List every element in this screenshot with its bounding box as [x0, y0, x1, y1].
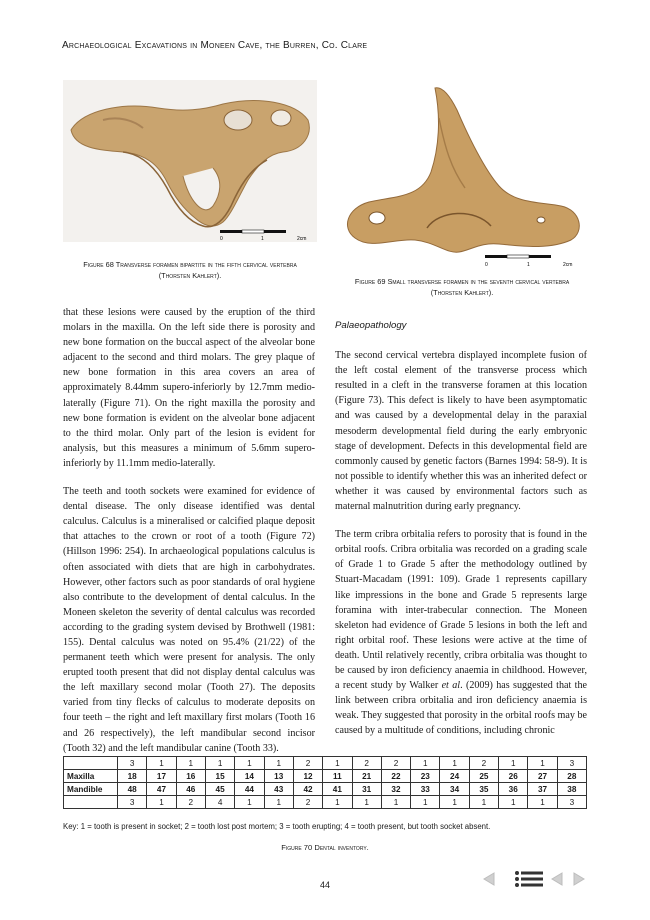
table-cell: 1	[323, 757, 352, 770]
right-paragraph-2-italic: et al	[441, 680, 461, 692]
table-cell: 1	[147, 757, 176, 770]
table-cell: 2	[293, 757, 322, 770]
table-cell: 11	[323, 770, 352, 783]
fig69-scale-2: 2cm	[563, 262, 573, 268]
table-cell: 41	[323, 783, 352, 796]
table-cell: 1	[235, 796, 264, 809]
dental-inventory-table	[63, 756, 587, 809]
fig68-scale-1: 1	[261, 236, 264, 242]
figure-68-photo	[63, 80, 317, 242]
figure-69-caption: Figure 69 Small transverse foramen in the seventh cervical vertebra (Thorsten Kahlert).	[354, 277, 570, 297]
row-label	[64, 796, 118, 809]
vertebra-c7-image	[335, 78, 587, 270]
table-cell: 4	[205, 796, 234, 809]
table-cell: 16	[176, 770, 205, 783]
table-cell: 46	[176, 783, 205, 796]
right-paragraph-1: The second cervical vertebra displayed incomplete fusion of the left costal element of the transverse process which resulted in a cleft in the transverse foramen at this location (Figure 73). This defect is likely to have been asymptomatic and was caused by a developmental delay in the paraxial mesoderm developmental field during the early embryonic stage of development. Defects in this developmental field are commonly caused by genetic factors (Barnes 1994: 58-9). It is not possible to identify whether this was an inherited defect or whether it was caused by environmental factors such as maternal malnutrition during early pregnancy.	[335, 350, 587, 513]
table-cell: 17	[147, 770, 176, 783]
table-cell: 14	[235, 770, 264, 783]
table-cell: 1	[176, 757, 205, 770]
table-cell: 22	[381, 770, 410, 783]
left-paragraph-1: that these lesions were caused by the eruption of the third molars in the maxilla. On the left side there is porosity and new bone formation on the buccal aspect of the alveolar bone adjacent to the second and third molars. The grey plaque of new bone formation in this area covers an area of approximately 8.44mm supero-inferiorly by 12.7mm medio-laterally (Figure 71). On the right maxilla the porosity and new bone formation is evident on the alveolar bone adjacent to the third molar. Only part of the lesion is evident for analysis, but this measures a minimum of 5.6mm supero-inferiorly by 11.1mm medio-laterally.	[63, 307, 315, 469]
table-cell: 47	[147, 783, 176, 796]
table-row	[64, 796, 587, 809]
fig69-scale-0: 0	[485, 262, 488, 268]
table-cell: 23	[411, 770, 440, 783]
table-cell: 31	[352, 783, 381, 796]
figure-70-caption: Figure 70 Dental inventory.	[281, 843, 369, 852]
next-arrow-icon[interactable]	[568, 870, 590, 888]
row-label: Maxilla	[64, 770, 118, 783]
table-cell: 43	[264, 783, 293, 796]
table-key: Key: 1 = tooth is present in socket; 2 = tooth lost post mortem; 3 = tooth erupting; 4 = tooth present, but tooth socket absent.	[63, 822, 491, 831]
table-cell: 2	[176, 796, 205, 809]
table-cell: 1	[205, 757, 234, 770]
table-cell: 32	[381, 783, 410, 796]
table-cell: 1	[323, 796, 352, 809]
table-cell: 26	[499, 770, 528, 783]
right-paragraph-2-start: The term cribra orbitalia refers to porosity that is found in the orbital roofs. Cribra orbitalia was recorded on a grading scale of Grade 1 to Grade 5 after the methodology outlined by Stuart-Macadam (1991: 109). Grade 1 represents capillary like impressions in the bone and Grade 5 represents large foramina with inter-trabecular connection. The Moneen skeleton had evidence of Grade 5 lesions in both the left and right orbital roof. These lesions were active at the time of death. Until relatively recently, cribra orbitalia was thought to be caused by iron deficiency anaemia in childhood. However, a recent study by Walker	[335, 529, 587, 692]
prev-arrow-icon[interactable]	[478, 870, 500, 888]
table-cell: 3	[557, 757, 586, 770]
table-cell: 45	[205, 783, 234, 796]
table-cell: 3	[557, 796, 586, 809]
table-cell: 36	[499, 783, 528, 796]
back-arrow-icon[interactable]	[546, 870, 568, 888]
table-cell: 3	[118, 796, 147, 809]
right-text-column	[335, 318, 587, 751]
left-text-column	[63, 305, 315, 769]
table-cell: 35	[469, 783, 498, 796]
table-cell: 1	[147, 796, 176, 809]
row-label	[64, 757, 118, 770]
fig68-scale-2: 2cm	[297, 236, 307, 242]
table-cell: 15	[205, 770, 234, 783]
table-cell: 48	[118, 783, 147, 796]
table-cell: 38	[557, 783, 586, 796]
table-cell: 1	[411, 757, 440, 770]
table-cell: 2	[352, 757, 381, 770]
table-cell: 27	[528, 770, 557, 783]
table-cell: 1	[440, 757, 469, 770]
right-paragraph-2	[335, 527, 587, 738]
table-cell: 1	[264, 757, 293, 770]
vertebra-c5-image	[63, 80, 317, 242]
table-cell: 37	[528, 783, 557, 796]
table-cell: 1	[352, 796, 381, 809]
table-cell: 25	[469, 770, 498, 783]
row-label: Mandible	[64, 783, 118, 796]
page-number: 44	[319, 880, 330, 890]
table-cell: 1	[528, 757, 557, 770]
table-cell: 18	[118, 770, 147, 783]
table-row	[64, 757, 587, 770]
figure-69-photo	[335, 78, 587, 270]
table-cell: 1	[469, 796, 498, 809]
fig68-scale-0: 0	[220, 236, 223, 242]
nav-controls	[478, 870, 590, 888]
running-header: Archaeological Excavations in Moneen Cave, the Burren, Co. Clare	[62, 40, 368, 51]
right-paragraph-2-end: . (2009) has suggested that the link between cribra orbitalia and iron deficiency anaemia is weak. They suggested that porosity in the orbital roofs may be caused by a multitude of conditions, including chronic	[335, 680, 587, 737]
table-cell: 2	[293, 796, 322, 809]
table-cell: 1	[528, 796, 557, 809]
table-row	[64, 783, 587, 796]
table-cell: 1	[264, 796, 293, 809]
table-cell: 21	[352, 770, 381, 783]
table-cell: 42	[293, 783, 322, 796]
table-cell: 2	[381, 757, 410, 770]
table-cell: 24	[440, 770, 469, 783]
table-cell: 34	[440, 783, 469, 796]
menu-list-icon[interactable]	[512, 870, 546, 888]
figure-68-caption: Figure 68 Transverse foramen bipartite in the fifth cervical vertebra (Thorsten Kahlert).	[83, 260, 297, 280]
section-subheading: Palaeopathology	[335, 320, 407, 331]
table-cell: 33	[411, 783, 440, 796]
table-cell: 1	[381, 796, 410, 809]
table-row	[64, 770, 587, 783]
table-cell: 13	[264, 770, 293, 783]
table-cell: 1	[499, 757, 528, 770]
table-cell: 12	[293, 770, 322, 783]
table-cell: 1	[411, 796, 440, 809]
table-cell: 2	[469, 757, 498, 770]
fig69-scale-1: 1	[527, 262, 530, 268]
table-cell: 1	[499, 796, 528, 809]
table-cell: 1	[440, 796, 469, 809]
table-cell: 44	[235, 783, 264, 796]
table-cell: 3	[118, 757, 147, 770]
left-paragraph-2: The teeth and tooth sockets were examined for evidence of dental disease. The only disease identified was dental calculus. Calculus is a mineralised or calcified plaque deposit that attaches to the crown or root of a tooth (Figure 72) (Hillson 1996: 254). In archaeological populations calculus is often associated with diets that are high in carbohydrates. However, other factors such as poor standards of oral hygiene also contribute to the development of dental calculus. In the Moneen skeleton the severity of dental calculus was recorded according to the grading system devised by Brothwell (1981: 155). Dental calculus was noted on 95.4% (21/22) of the permanent teeth which were present for analysis. The only erupted tooth present that did not display dental calculus was the left maxillary second molar (Tooth 27). The deposits varied from tiny flecks of calculus to moderate deposits on four teeth – the right and left maxillary first molars (Tooth 16 and 26 respectively), the left mandibular second incisor (Tooth 32) and the left mandibular canine (Tooth 33).	[63, 486, 315, 754]
table-cell: 1	[235, 757, 264, 770]
table-cell: 28	[557, 770, 586, 783]
